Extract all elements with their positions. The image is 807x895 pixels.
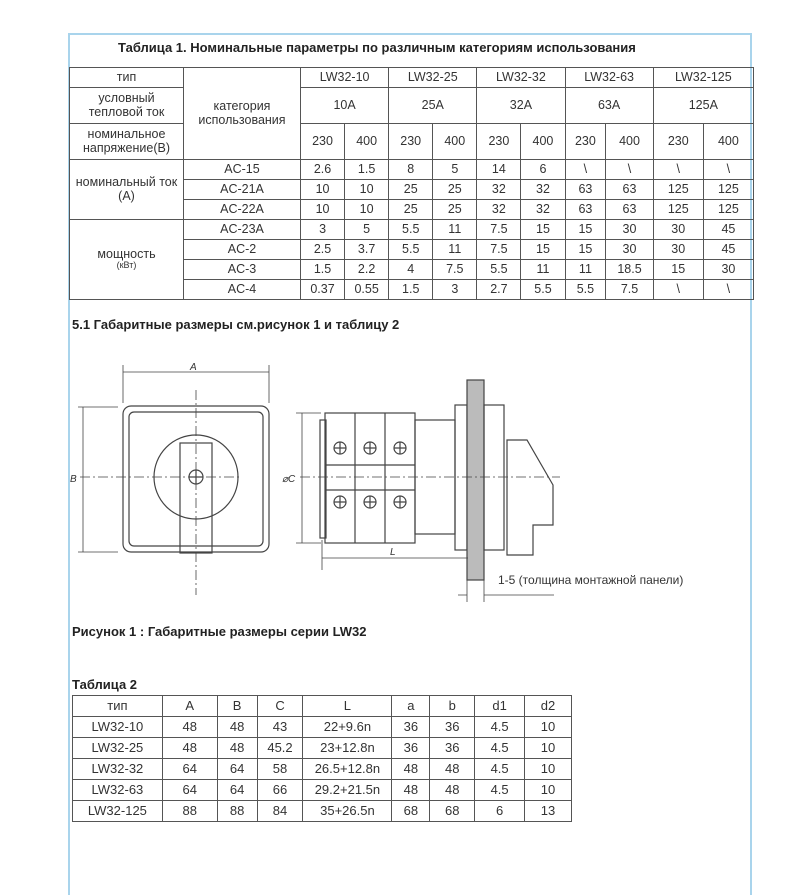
table-header-row: [73, 696, 572, 717]
value-cell: \: [653, 160, 703, 180]
value-cell: 15: [521, 240, 565, 260]
table-cell: 4.5: [475, 738, 525, 759]
table-cell: 68: [392, 801, 430, 822]
value-cell: 5: [345, 220, 389, 240]
table-cell: 10: [525, 780, 572, 801]
row-label: номинальное напряжение(В): [70, 124, 184, 160]
voltage-cell: 400: [345, 124, 389, 160]
value-cell: 10: [301, 180, 345, 200]
value-cell: 30: [653, 240, 703, 260]
side-view: [296, 380, 560, 602]
current-cell: 125A: [653, 88, 753, 124]
value-cell: 63: [606, 180, 653, 200]
value-cell: 11: [565, 260, 606, 280]
value-cell: 7.5: [433, 260, 477, 280]
value-cell: 125: [653, 200, 703, 220]
table-cell: 36: [392, 738, 430, 759]
model-header: LW32-125: [653, 68, 753, 88]
value-cell: 30: [606, 240, 653, 260]
value-cell: 15: [521, 220, 565, 240]
section-heading: 5.1 Габаритные размеры см.рисунок 1 и таблицу 2: [72, 317, 400, 332]
value-cell: 32: [477, 180, 521, 200]
table-cell: 48: [430, 759, 475, 780]
table-cell: 36: [430, 738, 475, 759]
value-cell: 45: [703, 220, 753, 240]
value-cell: 63: [606, 200, 653, 220]
label-L: L: [390, 547, 396, 558]
value-cell: 10: [301, 200, 345, 220]
value-cell: 3: [433, 280, 477, 300]
voltage-cell: 400: [606, 124, 653, 160]
table-cell: 10: [525, 759, 572, 780]
value-cell: 1.5: [389, 280, 433, 300]
current-cell: 10A: [301, 88, 389, 124]
table-cell: 36: [430, 717, 475, 738]
voltage-cell: 230: [389, 124, 433, 160]
current-cell: 25A: [389, 88, 477, 124]
value-cell: 2.7: [477, 280, 521, 300]
table-cell: 6: [475, 801, 525, 822]
value-cell: 0.55: [345, 280, 389, 300]
value-cell: 32: [521, 180, 565, 200]
value-cell: 10: [345, 200, 389, 220]
value-cell: 5.5: [389, 240, 433, 260]
label-C: ⌀C: [282, 474, 296, 485]
value-cell: 25: [433, 180, 477, 200]
column-header: тип: [73, 696, 163, 717]
table-cell: 45.2: [257, 738, 303, 759]
value-cell: 7.5: [477, 220, 521, 240]
power-label: мощность: [97, 247, 156, 262]
value-cell: 5.5: [565, 280, 606, 300]
value-cell: 11: [521, 260, 565, 280]
value-cell: 1.5: [345, 160, 389, 180]
table-cell: 88: [162, 801, 217, 822]
table-cell: 10: [525, 717, 572, 738]
value-cell: 30: [606, 220, 653, 240]
value-cell: 63: [565, 200, 606, 220]
value-cell: 125: [653, 180, 703, 200]
voltage-cell: 400: [521, 124, 565, 160]
table-cell: LW32-63: [73, 780, 163, 801]
value-cell: \: [606, 160, 653, 180]
panel-thickness-note: 1-5 (толщина монтажной панели): [498, 573, 684, 587]
table-cell: 23+12.8n: [303, 738, 392, 759]
table-cell: 48: [162, 738, 217, 759]
table-cell: LW32-25: [73, 738, 163, 759]
value-cell: 45: [703, 240, 753, 260]
table-cell: 43: [257, 717, 303, 738]
voltage-cell: 230: [477, 124, 521, 160]
voltage-cell: 230: [301, 124, 345, 160]
voltage-cell: 230: [565, 124, 606, 160]
value-cell: 30: [703, 260, 753, 280]
category-cell: AC-3: [184, 260, 301, 280]
table-cell: 48: [162, 717, 217, 738]
value-cell: \: [565, 160, 606, 180]
voltage-cell: 400: [703, 124, 753, 160]
power-unit: (кВт): [116, 260, 137, 271]
row-label: тип: [70, 68, 184, 88]
value-cell: 5.5: [521, 280, 565, 300]
model-header: LW32-32: [477, 68, 565, 88]
table-cell: 22+9.6n: [303, 717, 392, 738]
value-cell: 2.6: [301, 160, 345, 180]
model-header: LW32-25: [389, 68, 477, 88]
table-cell: 48: [217, 717, 257, 738]
value-cell: 3.7: [345, 240, 389, 260]
table-cell: 66: [257, 780, 303, 801]
column-header: B: [217, 696, 257, 717]
value-cell: 63: [565, 180, 606, 200]
value-cell: \: [703, 160, 753, 180]
voltage-cell: 400: [433, 124, 477, 160]
table-cell: 35+26.5n: [303, 801, 392, 822]
current-cell: 63A: [565, 88, 653, 124]
value-cell: 125: [703, 200, 753, 220]
value-cell: 7.5: [477, 240, 521, 260]
value-cell: 6: [521, 160, 565, 180]
value-cell: 25: [389, 180, 433, 200]
value-cell: 15: [565, 220, 606, 240]
category-cell: AC-15: [184, 160, 301, 180]
value-cell: 32: [477, 200, 521, 220]
current-cell: 32A: [477, 88, 565, 124]
value-cell: 0.37: [301, 280, 345, 300]
value-cell: 15: [653, 260, 703, 280]
table-cell: 84: [257, 801, 303, 822]
voltage-cell: 230: [653, 124, 703, 160]
table-cell: 58: [257, 759, 303, 780]
model-header: LW32-10: [301, 68, 389, 88]
column-header: d1: [475, 696, 525, 717]
column-header: b: [430, 696, 475, 717]
table2-title: Таблица 2: [72, 677, 138, 692]
column-header: L: [303, 696, 392, 717]
category-cell: AC-22A: [184, 200, 301, 220]
table-cell: LW32-32: [73, 759, 163, 780]
value-cell: 2.2: [345, 260, 389, 280]
model-header: LW32-63: [565, 68, 653, 88]
value-cell: 1.5: [301, 260, 345, 280]
value-cell: 2.5: [301, 240, 345, 260]
table-row: [73, 801, 572, 822]
label-A: A: [190, 362, 197, 373]
table-cell: 64: [162, 780, 217, 801]
value-cell: 15: [565, 240, 606, 260]
table-cell: 64: [162, 759, 217, 780]
category-cell: AC-23A: [184, 220, 301, 240]
value-cell: 4: [389, 260, 433, 280]
value-cell: 5: [433, 160, 477, 180]
table-cell: 48: [392, 759, 430, 780]
column-header: C: [257, 696, 303, 717]
table-cell: 29.2+21.5n: [303, 780, 392, 801]
table-cell: 26.5+12.8n: [303, 759, 392, 780]
table-dimensions: [72, 695, 572, 822]
row-label: номинальный ток (А): [70, 160, 184, 220]
table-cell: 4.5: [475, 717, 525, 738]
value-cell: 125: [703, 180, 753, 200]
table-cell: 88: [217, 801, 257, 822]
value-cell: 25: [433, 200, 477, 220]
table-row: [73, 738, 572, 759]
value-cell: 11: [433, 240, 477, 260]
label-B: B: [70, 474, 77, 485]
category-cell: AC-2: [184, 240, 301, 260]
table1-title: Таблица 1. Номинальные параметры по различным категориям использования: [118, 40, 636, 55]
table-cell: 4.5: [475, 759, 525, 780]
front-view: [78, 365, 269, 595]
value-cell: 7.5: [606, 280, 653, 300]
table-row: [73, 717, 572, 738]
column-header: A: [162, 696, 217, 717]
value-cell: 25: [389, 200, 433, 220]
table-row: [73, 759, 572, 780]
table-cell: 48: [392, 780, 430, 801]
figure-caption: Рисунок 1 : Габаритные размеры серии LW32: [72, 624, 367, 639]
value-cell: 8: [389, 160, 433, 180]
table-cell: 48: [217, 738, 257, 759]
table-cell: 4.5: [475, 780, 525, 801]
table-cell: 64: [217, 759, 257, 780]
value-cell: 5.5: [477, 260, 521, 280]
value-cell: \: [703, 280, 753, 300]
category-cell: AC-21A: [184, 180, 301, 200]
table-cell: LW32-125: [73, 801, 163, 822]
table-cell: 13: [525, 801, 572, 822]
table-cell: 48: [430, 780, 475, 801]
table-cell: 68: [430, 801, 475, 822]
value-cell: 3: [301, 220, 345, 240]
value-cell: \: [653, 280, 703, 300]
table-cell: 10: [525, 738, 572, 759]
row-label: условный тепловой ток: [70, 88, 184, 124]
column-header: a: [392, 696, 430, 717]
value-cell: 5.5: [389, 220, 433, 240]
category-header: категория использования: [184, 68, 301, 160]
value-cell: 14: [477, 160, 521, 180]
value-cell: 10: [345, 180, 389, 200]
value-cell: 11: [433, 220, 477, 240]
value-cell: 18.5: [606, 260, 653, 280]
value-cell: 32: [521, 200, 565, 220]
category-cell: AC-4: [184, 280, 301, 300]
table-cell: LW32-10: [73, 717, 163, 738]
value-cell: 30: [653, 220, 703, 240]
table-row: [73, 780, 572, 801]
column-header: d2: [525, 696, 572, 717]
table-cell: 36: [392, 717, 430, 738]
table-cell: 64: [217, 780, 257, 801]
